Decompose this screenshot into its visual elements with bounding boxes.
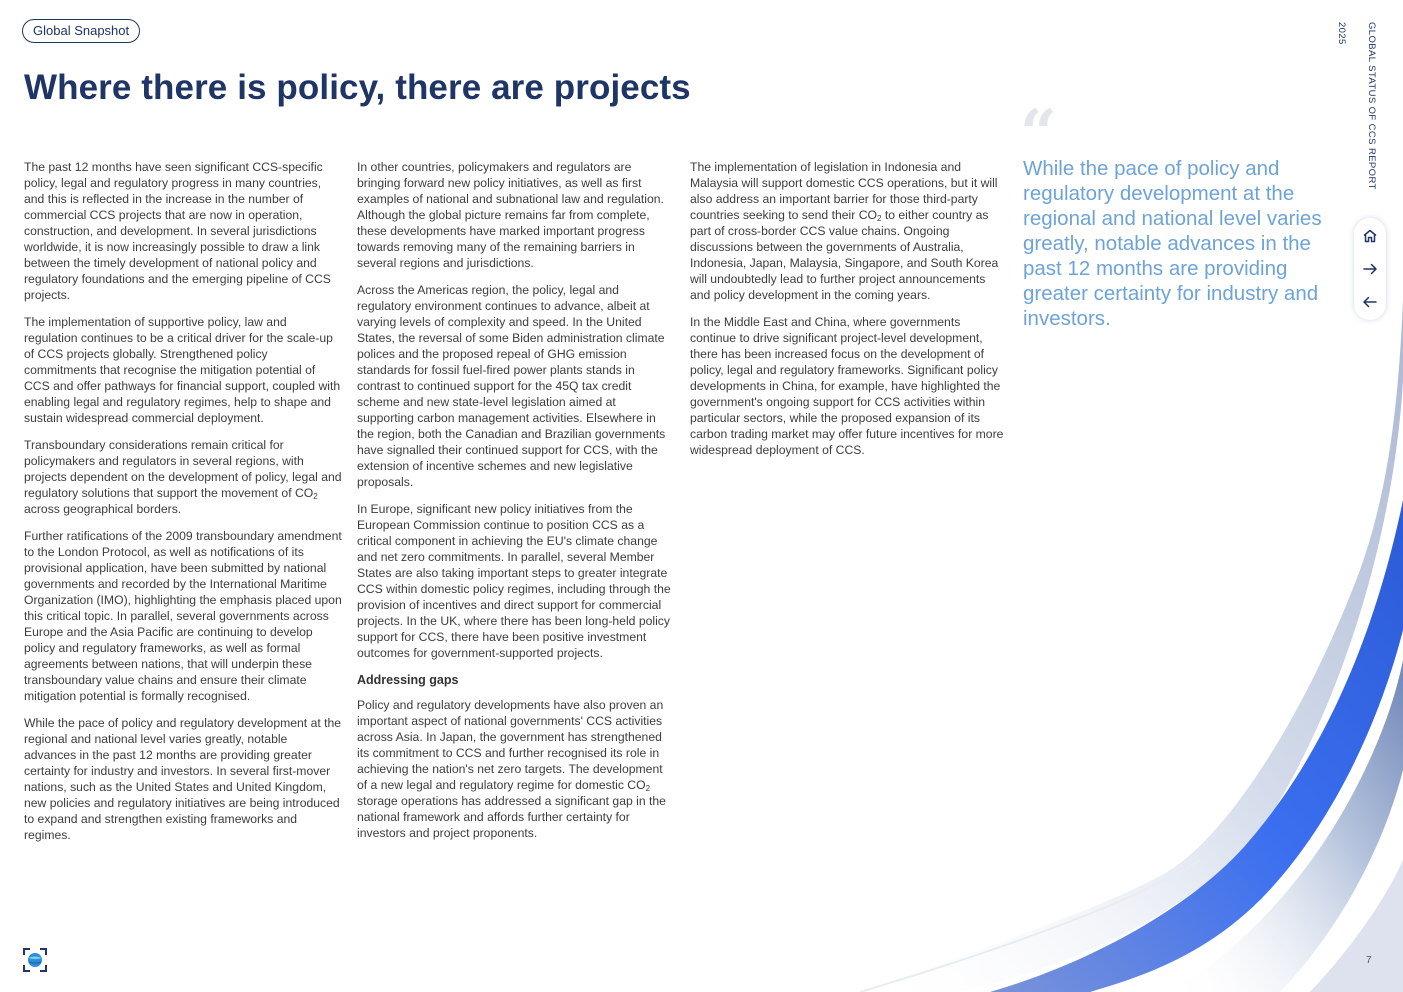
decorative-swoosh <box>840 300 1403 992</box>
page-title: Where there is policy, there are projects <box>24 68 691 107</box>
paragraph: The past 12 months have seen significant CCS-specific policy, legal and regulatory progress in many countries, and this is reflected in the increase in the number of commercial CCS projects that are now in operation, construction, and development. In several jurisdictions worldwide, it is now increasingly possible to draw a link between the timely development of national policy and regulatory foundations and the emerging pipeline of CCS projects. <box>24 160 331 302</box>
paragraph-text: Transboundary considerations remain critical for policymakers and regulators in several regions, with projects dependent on the development of policy, legal and regulatory solutions that support the movement of CO <box>24 438 342 500</box>
text-column-1 <box>24 159 342 854</box>
paragraph-text: across geographical borders. <box>24 502 182 516</box>
paragraph: In other countries, policymakers and regulators are bringing forward new policy initiatives, as well as first examples of national and subnational law and regulation. Although the global picture remains far from complete, these developments have marked important progress towards removing many of the remaining barriers in several regions and jurisdictions. <box>357 160 664 270</box>
quote-mark-icon: “ <box>1020 96 1057 171</box>
paragraph: The implementation of supportive policy, law and regulation continues to be a critical driver for the scale-up of CCS projects globally. Strengthened policy commitments that recognise the mitigation potential of CCS and offer pathways for financial support, coupled with enabling legal and regulatory regimes, help to shape and sustain widespread commercial deployment. <box>24 315 341 425</box>
arrow-right-icon <box>1362 261 1378 277</box>
paragraph-text: Policy and regulatory developments have also proven an important aspect of national governments' CCS activities across Asia. In Japan, the government has strengthened its commitment to CCS and further recognised its role in achieving the nation's net zero targets. The development of a new legal and regulatory regime for domestic CO <box>357 698 664 792</box>
paragraph-text: to either country as part of cross-border CCS value chains. Ongoing discussions between the governments of Australia, Indonesia, Japan, Malaysia, Singapore, and South Korea will undoubtedly lead to further project announcements and policy development in the coming years. <box>690 208 999 302</box>
home-button[interactable] <box>1354 220 1386 252</box>
page-number: 7 <box>1366 955 1372 966</box>
next-page-button[interactable] <box>1354 253 1386 285</box>
text-column-2 <box>357 159 675 852</box>
home-icon <box>1362 228 1378 244</box>
section-tag: Global Snapshot <box>22 19 140 43</box>
paragraph <box>24 437 342 517</box>
paragraph <box>690 159 1008 303</box>
paragraph-text: The implementation of legislation in Indonesia and Malaysia will support domestic CCS operations, but it will also address an important barrier for those third-party countries seeking to send their CO <box>690 160 998 222</box>
brand-logo-icon <box>23 948 47 972</box>
paragraph: In Europe, significant new policy initiatives from the European Commission continue to position CCS as a critical component in achieving the EU's climate change and net zero commitments. In parallel, several Member States are also taking important steps to greater integrate CCS within domestic policy regimes, including through the provision of incentives and direct support for commercial projects. In the UK, where there has been long-held policy support for CCS, there have been positive investment outcomes for government-supported projects. <box>357 502 671 660</box>
subscript: 2 <box>876 214 882 223</box>
paragraph: In the Middle East and China, where governments continue to drive significant project-level development, there has been increased focus on the development of policy, legal and regulatory frameworks. Significant policy developments in China, for example, have highlighted the government's ongoing support for CCS activities within particular sectors, while the proposed expansion of its carbon trading market may offer future incentives for more widespread deployment of CCS. <box>690 315 1004 457</box>
paragraph-text: storage operations has addressed a significant gap in the national framework and affords further certainty for investors and project proponents. <box>357 794 666 840</box>
paragraph: Across the Americas region, the policy, legal and regulatory environment continues to advance, albeit at varying levels of complexity and speed. In the United States, the reversal of some Biden administration climate polices and the proposed repeal of GHG emission standards for fossil fuel-fired power plants stands in contrast to continued support for the 45Q tax credit scheme and new state-level legislation aimed at supporting carbon management activities. Elsewhere in the region, both the Canadian and Brazilian governments have signalled their continued support for CCS, with the extension of incentive schemes and new legislative proposals. <box>357 283 666 489</box>
running-head: GLOBAL STATUS OF CCS REPORT 2025 <box>1336 22 1377 190</box>
subscript: 2 <box>645 784 651 793</box>
pull-quote: While the pace of policy and regulatory development at the regional and national level varies greatly, notable advances in the past 12 months are providing greater certainty for industry and investors. <box>1023 157 1322 330</box>
paragraph <box>357 697 675 841</box>
subscript: 2 <box>313 492 318 501</box>
subheading: Addressing gaps <box>357 673 459 687</box>
paragraph: While the pace of policy and regulatory development at the regional and national level varies greatly, notable advances in the past 12 months are providing greater certainty for industry and investors. In several first-mover nations, such as the United States and United Kingdom, new policies and regulatory initiatives are being introduced to expand and strengthen existing frameworks and regimes. <box>24 716 342 842</box>
paragraph: Further ratifications of the 2009 transboundary amendment to the London Protocol, as well as notifications of its provisional application, have been submitted by national governments and recorded by the International Maritime Organization (IMO), highlighting the emphasis placed upon this critical topic. In parallel, several governments across Europe and the Asia Pacific are continuing to develop policy and regulatory frameworks, as well as formal agreements between nations, that will underpin these transboundary value chains and ensure their climate mitigation potential is formally recognised. <box>24 529 342 703</box>
